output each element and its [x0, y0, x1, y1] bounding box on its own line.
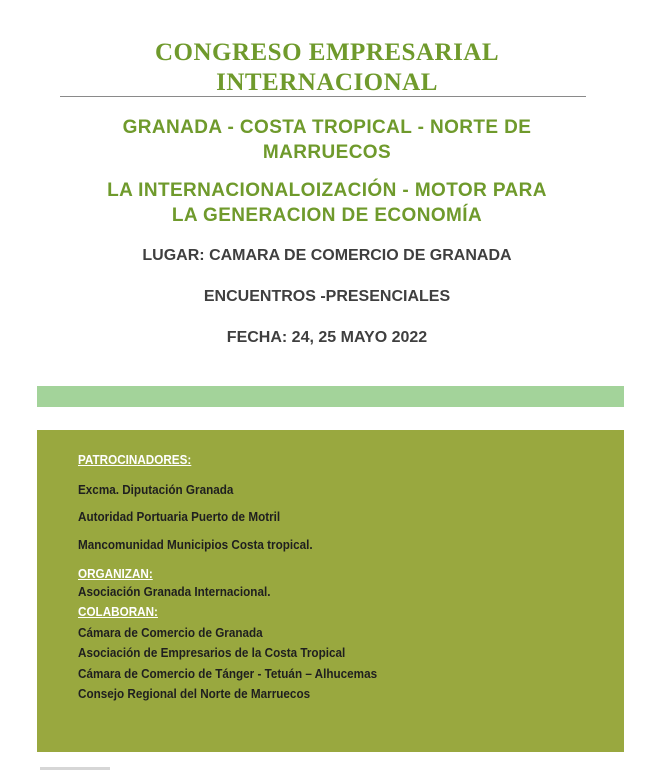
region-subtitle: [60, 115, 594, 165]
theme-subtitle: [60, 178, 594, 228]
meeting-format-text: ENCUENTROS -PRESENCIALES: [203, 288, 451, 305]
sponsor-item: Autoridad Portuaria Puerto de Motril: [78, 509, 281, 524]
date-text: FECHA: 24, 25 MAYO 2022: [226, 329, 428, 346]
collaborator-item: Cámara de Comercio de Granada: [78, 625, 263, 640]
venue-text: LUGAR: CAMARA DE COMERCIO DE GRANADA: [142, 247, 512, 264]
congress-title: [60, 38, 594, 98]
theme-subtitle-line-2: LA GENERACION DE ECONOMÍA: [171, 205, 483, 226]
region-subtitle-line-2: MARRUECOS: [262, 142, 392, 163]
decorative-green-bar: [37, 386, 624, 407]
title-divider: [60, 96, 586, 97]
organizer-item: Asociación Granada Internacional.: [78, 584, 271, 599]
collaborator-item: Cámara de Comercio de Tánger - Tetuán – Alhucemas: [78, 666, 378, 681]
title-line-2: INTERNACIONAL: [216, 69, 438, 96]
sponsor-item: Mancomunidad Municipios Costa tropical.: [78, 537, 313, 552]
theme-subtitle-line-1: LA INTERNACIONALOIZACIÓN - MOTOR PARA: [107, 180, 547, 201]
patrocinadores-heading: PATROCINADORES:: [78, 452, 192, 467]
collaborator-item: Consejo Regional del Norte de Marruecos: [78, 686, 311, 701]
title-line-1: CONGRESO EMPRESARIAL: [154, 39, 500, 66]
organizan-heading: ORGANIZAN:: [78, 566, 153, 581]
colaboran-heading: COLABORAN:: [78, 604, 158, 619]
region-subtitle-line-1: GRANADA - COSTA TROPICAL - NORTE DE: [122, 117, 532, 138]
sponsor-item: Excma. Diputación Granada: [78, 482, 234, 497]
page-edge-mark: [40, 767, 110, 770]
collaborator-item: Asociación de Empresarios de la Costa Tropical: [78, 645, 346, 660]
